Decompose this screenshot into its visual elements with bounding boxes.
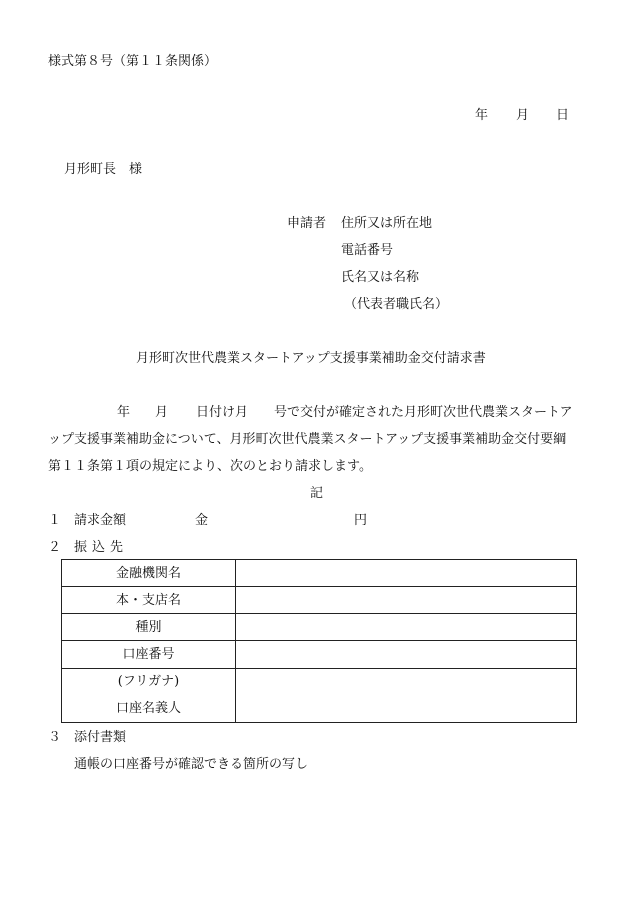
date-month-label: 月 <box>516 108 530 123</box>
date-year-label: 年 <box>475 108 489 123</box>
table-row <box>62 614 577 641</box>
body-year-label: 年 <box>117 405 131 420</box>
table-row <box>62 560 577 587</box>
bank-name-label: 金融機関名 <box>62 560 236 587</box>
addressee: 月形町長 様 <box>64 162 143 177</box>
form-number: 様式第８号（第１１条関係） <box>48 54 218 69</box>
document-title: 月形町次世代農業スタートアップ支援事業補助金交付請求書 <box>136 351 486 366</box>
section-2-number: ２ <box>48 540 62 555</box>
bank-name-cell[interactable] <box>236 560 577 587</box>
record-mark: 記 <box>310 486 324 501</box>
section-3-number: ３ <box>48 730 62 745</box>
table-row <box>62 641 577 668</box>
account-number-label: 口座番号 <box>62 641 236 668</box>
account-holder-cell[interactable] <box>236 668 577 722</box>
body-text-line-3: 第１１条第１項の規定により、次のとおり請求します。 <box>48 459 372 474</box>
account-type-cell[interactable] <box>236 614 577 641</box>
table-row <box>62 587 577 614</box>
body-text-line-2: ップ支援事業補助金について、月形町次世代農業スタートアップ支援事業補助金交付要綱 <box>48 432 567 447</box>
branch-name-label: 本・支店名 <box>62 587 236 614</box>
bank-account-table <box>61 559 577 723</box>
account-holder-label: 口座名義人 <box>115 701 181 717</box>
attachment-item: 通帳の口座番号が確認できる箇所の写し <box>74 757 309 772</box>
body-text-line-1: 日付け月 号で交付が確定された月形町次世代農業スタートア <box>196 405 573 420</box>
representative-label: （代表者職氏名） <box>344 297 449 312</box>
section-3-label: 添付書類 <box>74 730 127 745</box>
account-holder-label-cell <box>62 668 236 722</box>
section-2-label: 振込先 <box>74 540 129 555</box>
branch-name-cell[interactable] <box>236 587 577 614</box>
account-number-cell[interactable] <box>236 641 577 668</box>
account-holder-label-group <box>62 675 235 715</box>
section-1-label: 請求金額 <box>74 513 127 528</box>
applicant-label: 申請者 <box>287 216 327 231</box>
furigana-label: (フリガナ) <box>117 674 180 690</box>
amount-yen-label: 円 <box>354 513 368 528</box>
section-1-number: １ <box>48 513 62 528</box>
body-month-label: 月 <box>155 405 169 420</box>
applicant-address-label: 住所又は所在地 <box>341 216 433 231</box>
applicant-name-label: 氏名又は名称 <box>341 270 420 285</box>
table-row <box>62 668 577 722</box>
date-day-label: 日 <box>556 108 570 123</box>
amount-kin-label: 金 <box>195 513 209 528</box>
applicant-phone-label: 電話番号 <box>341 243 394 258</box>
account-type-label: 種別 <box>62 614 236 641</box>
